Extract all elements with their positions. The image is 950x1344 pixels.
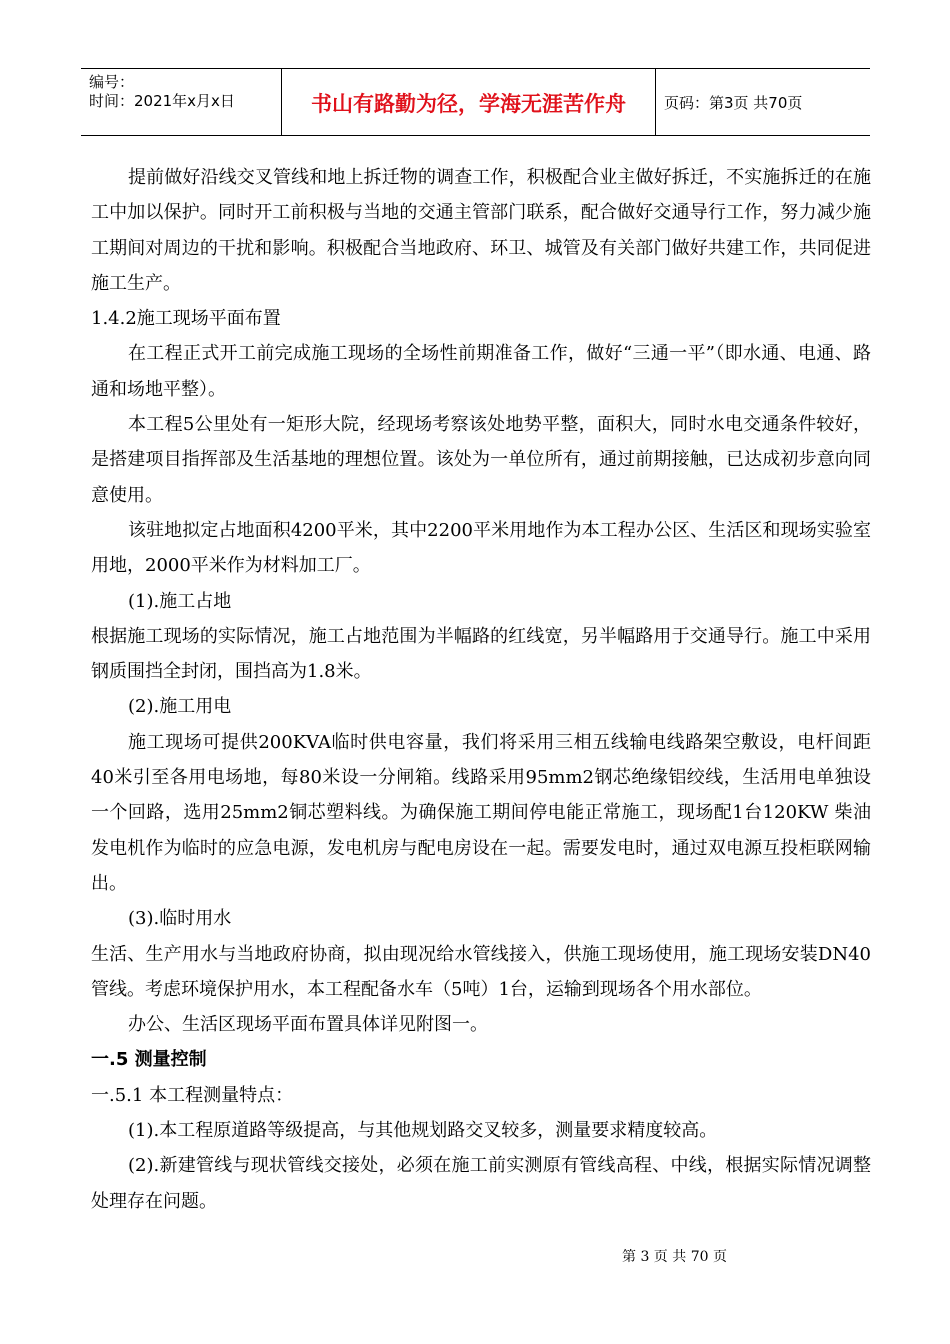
- subsection-heading: (2).施工用电: [128, 696, 232, 718]
- header-page-info: 页码：第3页 共70页: [664, 93, 803, 112]
- paragraph: 在工程正式开工前完成施工现场的全场性前期准备工作，做好“三通一平”（即水通、电通、路通和场地平整）。: [91, 343, 871, 400]
- header-meta: [81, 69, 282, 135]
- list-item: (2).新建管线与现状管线交接处，必须在施工前实测原有管线高程、中线，根据实际情况调整处理存在问题。: [91, 1155, 871, 1212]
- header-motto: 书山有路勤为径，学海无涯苦作舟: [282, 69, 656, 135]
- subsection-heading: (1).施工占地: [128, 590, 232, 612]
- paragraph: 该驻地拟定占地面积4200平米，其中2200平米用地作为本工程办公区、生活区和现场实验室用地，2000平米作为材料加工厂。: [91, 519, 871, 577]
- page-footer: 第 3 页 共 70 页: [622, 1249, 727, 1265]
- paragraph: 办公、生活区现场平面布置具体详见附图一。: [128, 1014, 488, 1036]
- paragraph: 施工现场可提供200KVA临时供电容量，我们将采用三相五线输电线路架空敷设，电杆间距40米引至各用电场地，每80米设一分闸箱。线路采用95mm2钢芯绝缘铝绞线，生活用电单独设一个回路，选用25mm2铜芯塑料线。为确保施工期间停电能正常施工，现场配1台120KW 柴油发电机作为临时的应急电源，发电机房与配电房设在一起。需要发电时，通过双电源互投柜联网输出。: [91, 731, 871, 894]
- page-header: [81, 68, 870, 136]
- subsection-heading: (3).临时用水: [128, 908, 232, 930]
- document-body: [91, 160, 871, 1219]
- paragraph: 生活、生产用水与当地政府协商，拟由现况给水管线接入，供施工现场使用，施工现场安装DN40管线。考虑环境保护用水，本工程配备水车（5吨）1台，运输到现场各个用水部位。: [91, 943, 871, 1000]
- section-heading-bold: 一.5 测量控制: [91, 1049, 207, 1071]
- paragraph: 本工程5公里处有一矩形大院，经现场考察该处地势平整，面积大，同时水电交通条件较好，是搭建项目指挥部及生活基地的理想位置。该处为一单位所有，通过前期接触，已达成初步意向同意使用。: [91, 414, 871, 506]
- list-item: (1).本工程原道路等级提高，与其他规划路交叉较多，测量要求精度较高。: [128, 1120, 718, 1142]
- header-number: 编号：: [89, 73, 135, 91]
- header-date: 时间：2021年x月x日: [89, 92, 235, 110]
- section-heading: 1.4.2施工现场平面布置: [91, 308, 281, 330]
- paragraph: 根据施工现场的实际情况，施工占地范围为半幅路的红线宽，另半幅路用于交通导行。施工中采用钢质围挡全封闭，围挡高为1.8米。: [91, 625, 871, 683]
- section-heading: 一.5.1 本工程测量特点：: [91, 1084, 294, 1106]
- paragraph: 提前做好沿线交叉管线和地上拆迁物的调查工作，积极配合业主做好拆迁，不实施拆迁的在施工中加以保护。同时开工前积极与当地的交通主管部门联系，配合做好交通导行工作，努力减少施工期间对周边的干扰和影响。积极配合当地政府、环卫、城管及有关部门做好共建工作，共同促进施工生产。: [91, 167, 871, 294]
